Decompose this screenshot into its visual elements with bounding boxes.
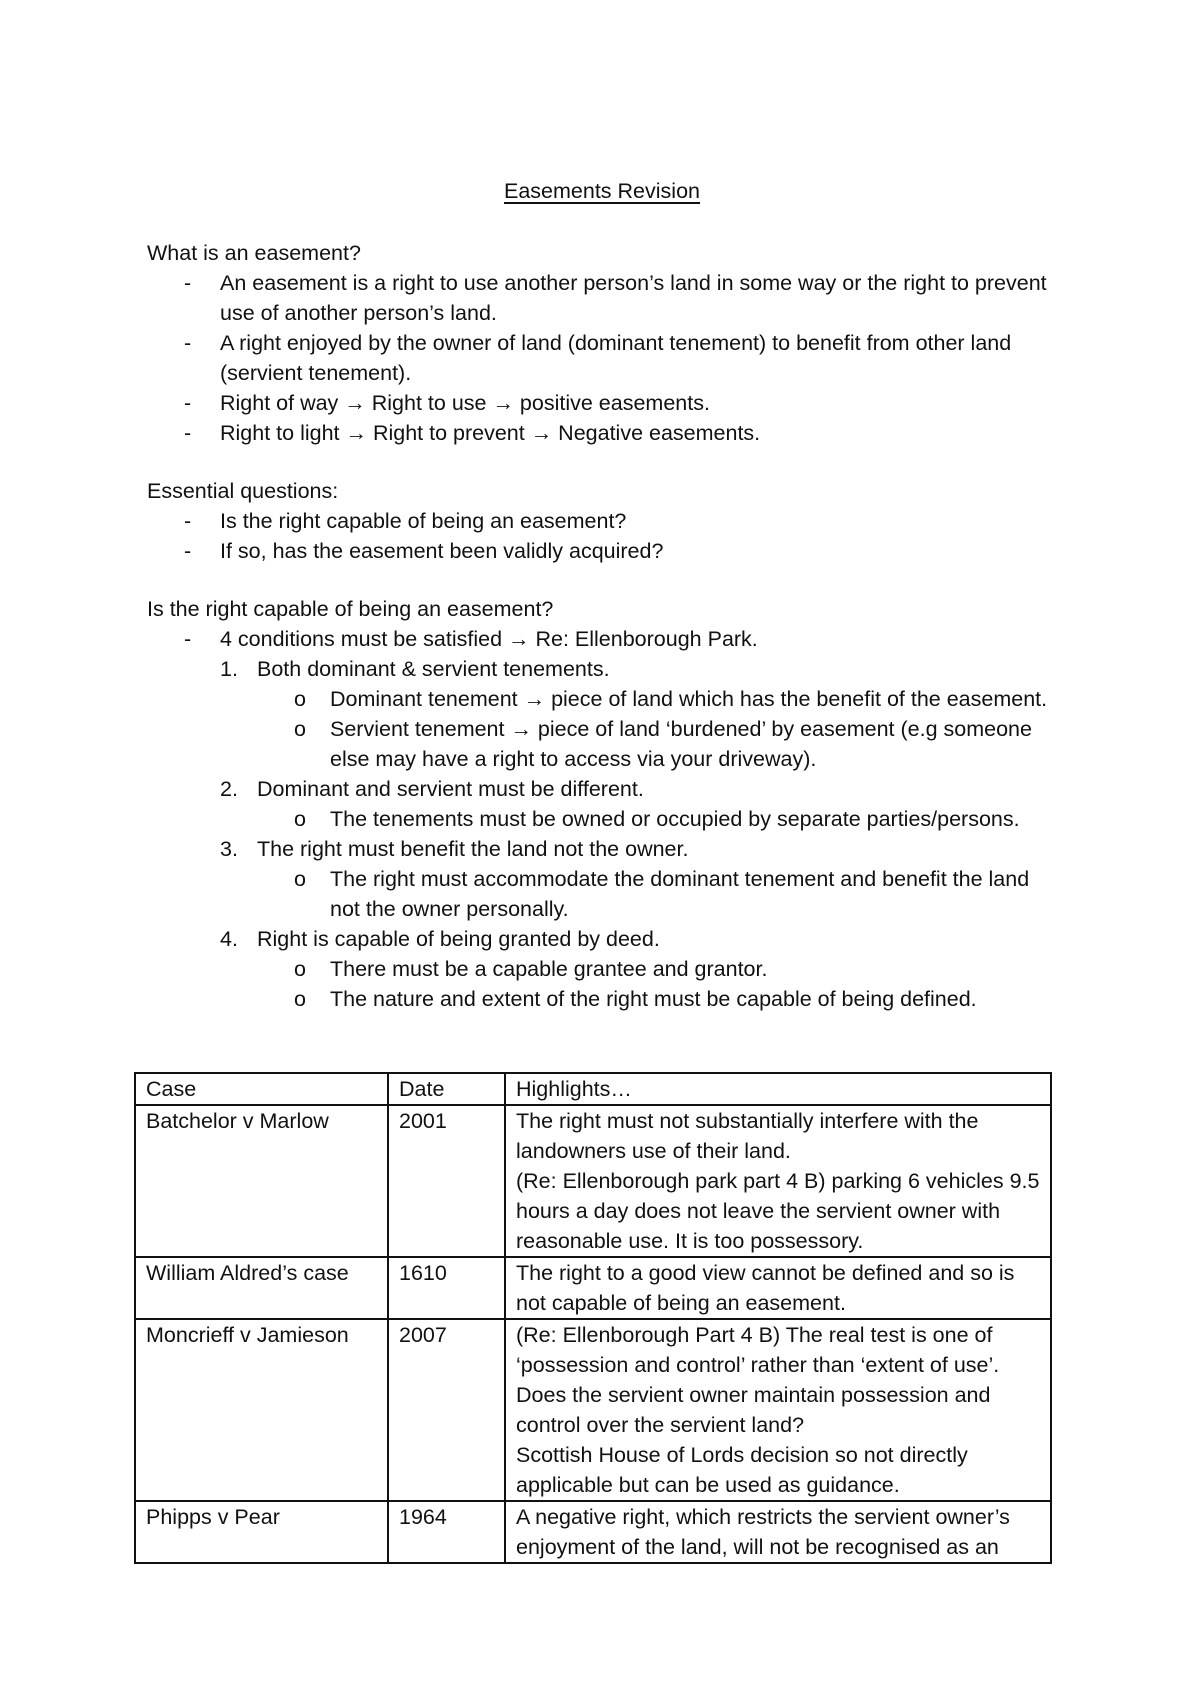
cell-date: 2001: [388, 1105, 505, 1257]
header-highlights: Highlights…: [505, 1073, 1051, 1105]
condition-subs: [147, 864, 1057, 924]
highlight-line: The right must not substantially interfere with the landowners use of their land.: [516, 1109, 979, 1163]
table-header-row: [135, 1073, 1051, 1105]
bullet-list: [147, 506, 1057, 566]
table-row: [135, 1105, 1051, 1257]
section-heading: Is the right capable of being an easement?: [147, 597, 554, 621]
condition-text: Dominant and servient must be different.: [257, 777, 644, 801]
cell-highlights: [505, 1319, 1051, 1501]
conditions-list: [147, 654, 1057, 1014]
sub-item: o There must be a capable grantee and grantor.: [147, 954, 1057, 984]
cell-case: William Aldred’s case: [135, 1257, 388, 1319]
condition-number: 3.: [220, 837, 238, 861]
highlight-line: The right to a good view cannot be defined and so is not capable of being an easement.: [516, 1261, 1015, 1315]
sub-item: o The right must accommodate the dominant tenement and benefit the land not the owner personally.: [147, 864, 1057, 924]
section-heading: What is an easement?: [147, 241, 361, 265]
sub-list: [147, 804, 1057, 834]
list-item: - 4 conditions must be satisfied → Re: Ellenborough Park.: [147, 624, 1057, 654]
sub-list: [147, 684, 1057, 774]
condition-item: [147, 774, 1057, 804]
cell-case: Batchelor v Marlow: [135, 1105, 388, 1257]
condition-number: 4.: [220, 927, 238, 951]
condition-item: [147, 834, 1057, 864]
table-row: [135, 1501, 1051, 1563]
condition-subs: [147, 804, 1057, 834]
header-date: Date: [388, 1073, 505, 1105]
list-item: - Is the right capable of being an easement?: [147, 506, 1057, 536]
list-item: - Right of way → Right to use → positive easements.: [147, 388, 1057, 418]
highlight-line: A negative right, which restricts the servient owner’s enjoyment of the land, will not be recognised as an: [516, 1505, 1010, 1559]
highlight-line: Scottish House of Lords decision so not directly applicable but can be used as guidance.: [516, 1443, 968, 1497]
cases-table: [134, 1072, 1052, 1564]
section-what-is-easement: [147, 238, 1057, 448]
section-essential-questions: [147, 476, 1057, 566]
cell-highlights: [505, 1501, 1051, 1563]
condition-number: 1.: [220, 657, 238, 681]
highlight-line: Does the servient owner maintain possession and control over the servient land?: [516, 1383, 991, 1437]
bullet-list: [147, 624, 1057, 654]
bullet-list: [147, 268, 1057, 448]
list-item: - A right enjoyed by the owner of land (dominant tenement) to benefit from other land (servient tenement).: [147, 328, 1057, 388]
sub-item: o The nature and extent of the right must be capable of being defined.: [147, 984, 1057, 1014]
cell-date: 1610: [388, 1257, 505, 1319]
header-case: Case: [135, 1073, 388, 1105]
list-item: - If so, has the easement been validly acquired?: [147, 536, 1057, 566]
condition-text: The right must benefit the land not the owner.: [257, 837, 689, 861]
sub-list: [147, 954, 1057, 1014]
sub-item: o Dominant tenement → piece of land which has the benefit of the easement.: [147, 684, 1057, 714]
section-heading: Essential questions:: [147, 479, 339, 503]
condition-subs: [147, 684, 1057, 774]
condition-text: Both dominant & servient tenements.: [257, 657, 610, 681]
cell-date: 1964: [388, 1501, 505, 1563]
condition-subs: [147, 954, 1057, 1014]
highlight-line: (Re: Ellenborough Part 4 B) The real test is one of ‘possession and control’ rather than ‘extent of use’.: [516, 1323, 1000, 1377]
cell-case: Moncrieff v Jamieson: [135, 1319, 388, 1501]
highlight-line: (Re: Ellenborough park part 4 B) parking 6 vehicles 9.5 hours a day does not leave the servient owner with reasonable use. It is too possessory.: [516, 1169, 1040, 1253]
list-item: - Right to light → Right to prevent → Negative easements.: [147, 418, 1057, 448]
table-row: [135, 1319, 1051, 1501]
cell-case: Phipps v Pear: [135, 1501, 388, 1563]
condition-number: 2.: [220, 777, 238, 801]
list-item: - An easement is a right to use another person’s land in some way or the right to prevent use of another person’s land.: [147, 268, 1057, 328]
condition-item: [147, 654, 1057, 684]
cell-highlights: [505, 1105, 1051, 1257]
sub-item: o The tenements must be owned or occupied by separate parties/persons.: [147, 804, 1057, 834]
table-row: [135, 1257, 1051, 1319]
sub-item: o Servient tenement → piece of land ‘burdened’ by easement (e.g someone else may have a right to access via your driveway).: [147, 714, 1057, 774]
condition-item: [147, 924, 1057, 954]
section-capable: [147, 594, 1057, 1014]
condition-text: Right is capable of being granted by deed.: [257, 927, 660, 951]
cell-date: 2007: [388, 1319, 505, 1501]
page-title: Easements Revision: [504, 179, 700, 203]
cell-highlights: [505, 1257, 1051, 1319]
sub-list: [147, 864, 1057, 924]
